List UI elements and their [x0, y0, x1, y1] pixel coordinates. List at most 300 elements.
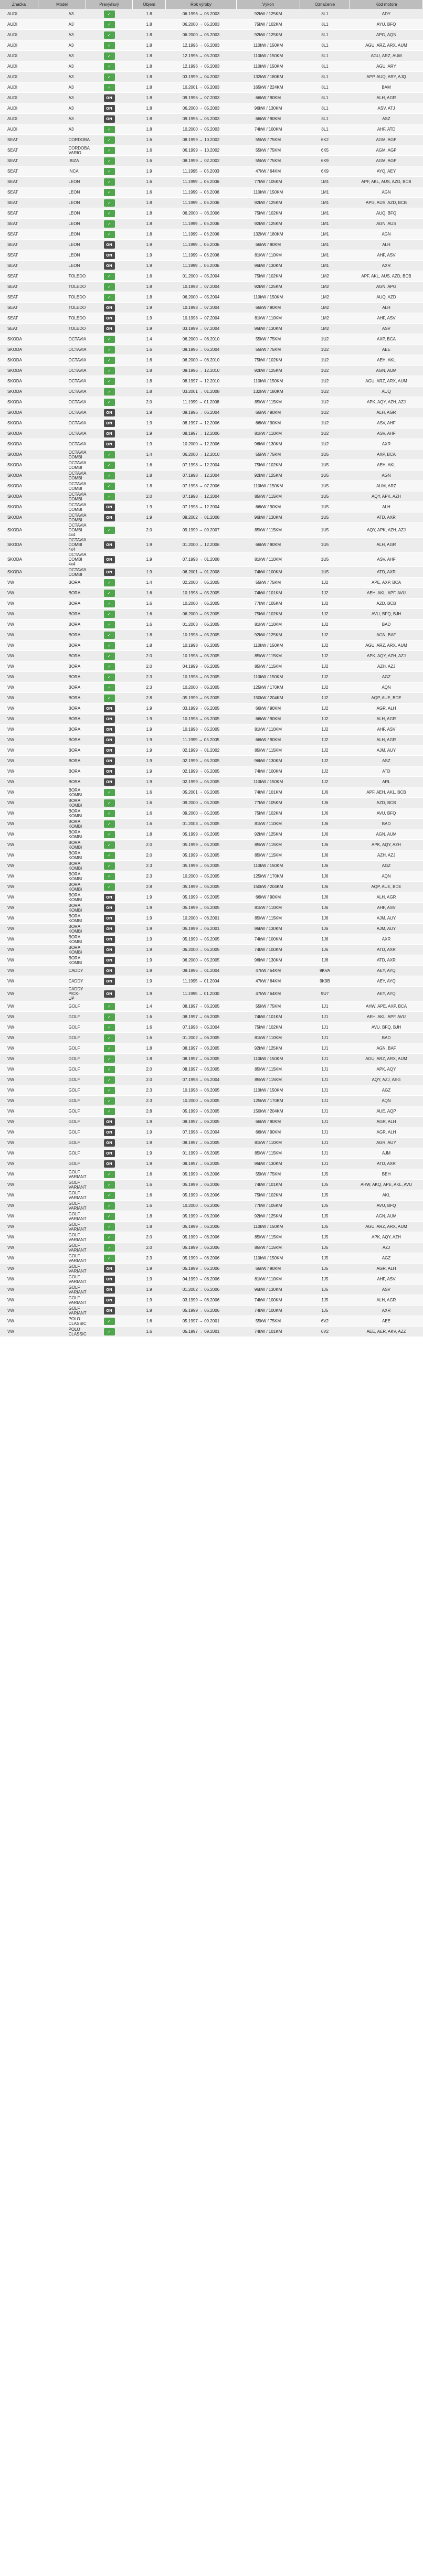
engine-code-cell: AGR, ALH — [350, 703, 423, 714]
designation-cell: 1J1 — [300, 1001, 350, 1012]
engine-code-cell: AUE, AQP — [350, 1106, 423, 1117]
brand-cell: SKODA — [0, 538, 38, 552]
table-row — [0, 913, 423, 924]
capacity-cell: 1.8 — [133, 219, 166, 229]
green-check-icon: ✓ — [104, 1171, 115, 1178]
power-cell: 74kW / 100KM — [237, 934, 300, 945]
power-cell: 55kW / 75KM — [237, 1316, 300, 1327]
designation-cell: 1J5 — [300, 1222, 350, 1232]
green-check-icon: ✓ — [104, 378, 115, 385]
steering-cell — [86, 552, 133, 567]
brand-cell: VW — [0, 1201, 38, 1211]
power-cell: 85kW / 115KM — [237, 1075, 300, 1085]
power-cell: 92kW / 125KM — [237, 1043, 300, 1054]
power-cell: 66kW / 90KM — [237, 735, 300, 745]
years-cell: 08.1997 → 12.2010 — [166, 376, 237, 387]
table-row — [0, 1127, 423, 1138]
engine-code-cell: AUM, ARZ — [350, 481, 423, 491]
power-cell: 85kW / 115KM — [237, 661, 300, 672]
capacity-cell: 1.9 — [133, 745, 166, 756]
engine-code-cell: AGN, BAF — [350, 630, 423, 640]
designation-cell: 1U5 — [300, 460, 350, 471]
brand-cell: SEAT — [0, 166, 38, 177]
brand-cell: VW — [0, 1159, 38, 1169]
model-cell: GOLF VARIANT — [38, 1295, 86, 1306]
engine-code-cell: AJM, AUY — [350, 745, 423, 756]
years-cell: 05.1999 → 06.2006 — [166, 1190, 237, 1201]
capacity-cell: 2.0 — [133, 661, 166, 672]
table-row — [0, 523, 423, 538]
years-cell: 02.1999 → 05.2005 — [166, 766, 237, 777]
dark-badge-icon: ON — [104, 705, 115, 712]
steering-cell — [86, 1253, 133, 1264]
power-cell: 55kW / 75KM — [237, 578, 300, 588]
brand-cell: SEAT — [0, 219, 38, 229]
model-cell: GOLF VARIANT — [38, 1285, 86, 1295]
table-row — [0, 934, 423, 945]
model-cell: GOLF — [38, 1106, 86, 1117]
designation-cell: 1U5 — [300, 552, 350, 567]
table-row — [0, 72, 423, 82]
steering-cell — [86, 51, 133, 61]
capacity-cell: 1.8 — [133, 481, 166, 491]
steering-cell — [86, 724, 133, 735]
capacity-cell: 2.0 — [133, 850, 166, 861]
years-cell: 05.1999 → 05.2005 — [166, 829, 237, 840]
header-steering: Pravý/ľavý — [86, 0, 133, 9]
model-cell: BORA KOMBI — [38, 934, 86, 945]
engine-code-cell: ASV — [350, 1285, 423, 1295]
capacity-cell: 1.4 — [133, 450, 166, 460]
brand-cell: SEAT — [0, 261, 38, 271]
power-cell: 81kW / 110KM — [237, 903, 300, 913]
dark-badge-icon: ON — [104, 1160, 115, 1168]
designation-cell: 1J2 — [300, 598, 350, 609]
steering-cell — [86, 1190, 133, 1201]
capacity-cell: 1.6 — [133, 271, 166, 282]
designation-cell: 1J2 — [300, 735, 350, 745]
years-cell: 10.1998 → 06.2005 — [166, 1085, 237, 1096]
engine-code-cell: AGU, ARZ, ARX, AUM — [350, 640, 423, 651]
capacity-cell: 1.9 — [133, 324, 166, 334]
model-cell: BORA KOMBI — [38, 819, 86, 829]
engine-code-cell: ALH, AGR — [350, 735, 423, 745]
header-engine-code: Kód motora — [350, 0, 423, 9]
model-cell: TOLEDO — [38, 271, 86, 282]
brand-cell: SEAT — [0, 282, 38, 292]
model-cell: GOLF — [38, 1001, 86, 1012]
capacity-cell: 1.6 — [133, 187, 166, 198]
engine-code-cell: AVU, BFQ — [350, 1201, 423, 1211]
capacity-cell: 1.9 — [133, 567, 166, 578]
power-cell: 77kW / 105KM — [237, 1201, 300, 1211]
steering-cell — [86, 345, 133, 355]
table-row — [0, 177, 423, 187]
steering-cell — [86, 19, 133, 30]
designation-cell: 1J2 — [300, 609, 350, 619]
years-cell: 06.2000 → 05.2005 — [166, 609, 237, 619]
header-brand: Značka — [0, 0, 38, 9]
power-cell: 150kW / 204KM — [237, 1106, 300, 1117]
green-check-icon: ✓ — [104, 1076, 115, 1084]
power-cell: 110kW / 150KM — [237, 481, 300, 491]
power-cell: 55kW / 75KM — [237, 135, 300, 145]
model-cell: OCTAVIA COMBI 4x4 — [38, 523, 86, 538]
brand-cell: VW — [0, 598, 38, 609]
designation-cell: 1J2 — [300, 588, 350, 598]
years-cell: 05.1999 → 05.2005 — [166, 892, 237, 903]
steering-cell — [86, 808, 133, 819]
engine-code-cell: AXP, BCA — [350, 334, 423, 345]
dark-badge-icon: ON — [104, 420, 115, 427]
model-cell: LEON — [38, 208, 86, 219]
green-check-icon: ✓ — [104, 1318, 115, 1325]
capacity-cell: 2.0 — [133, 523, 166, 538]
engine-code-cell: AHF, ASV — [350, 313, 423, 324]
designation-cell: 1U5 — [300, 567, 350, 578]
designation-cell: 1J1 — [300, 1127, 350, 1138]
designation-cell: 1J6 — [300, 871, 350, 882]
table-body — [0, 9, 423, 1337]
table-row — [0, 313, 423, 324]
table-row — [0, 724, 423, 735]
engine-code-cell: AZD, BCB — [350, 598, 423, 609]
table-row — [0, 630, 423, 640]
designation-cell: 1J6 — [300, 819, 350, 829]
brand-cell: VW — [0, 630, 38, 640]
model-cell: GOLF VARIANT — [38, 1222, 86, 1232]
table-row — [0, 538, 423, 552]
power-cell: 110kW / 150KM — [237, 1054, 300, 1064]
brand-cell: SEAT — [0, 292, 38, 303]
years-cell: 08.1997 → 12.2006 — [166, 429, 237, 439]
power-cell: 110kW / 150KM — [237, 1253, 300, 1264]
steering-cell — [86, 1148, 133, 1159]
brand-cell: SKODA — [0, 418, 38, 429]
green-check-icon: ✓ — [104, 1066, 115, 1073]
engine-code-cell: AGU, ARZ, AUM — [350, 51, 423, 61]
capacity-cell: 1.8 — [133, 40, 166, 51]
brand-cell: VW — [0, 1064, 38, 1075]
model-cell: OCTAVIA — [38, 439, 86, 450]
years-cell: 01.2003 → 05.2005 — [166, 819, 237, 829]
power-cell: 75kW / 102KM — [237, 355, 300, 366]
steering-cell — [86, 819, 133, 829]
power-cell: 92kW / 125KM — [237, 471, 300, 481]
years-cell: 01.2000 → 05.2004 — [166, 271, 237, 282]
engine-code-cell: AYQ, AEY — [350, 166, 423, 177]
dark-badge-icon: ON — [104, 990, 115, 998]
years-cell: 10.2000 → 05.2005 — [166, 871, 237, 882]
capacity-cell: 1.6 — [133, 1012, 166, 1022]
years-cell: 10.1998 → 05.2005 — [166, 724, 237, 735]
table-row — [0, 955, 423, 966]
capacity-cell: 1.9 — [133, 1159, 166, 1169]
brand-cell: SEAT — [0, 208, 38, 219]
green-check-icon: ✓ — [104, 462, 115, 469]
designation-cell: 8L1 — [300, 19, 350, 30]
table-row — [0, 756, 423, 766]
years-cell: 10.2000 → 06.2006 — [166, 1201, 237, 1211]
years-cell: 05.1999 → 05.2005 — [166, 840, 237, 850]
power-cell: 74kW / 100KM — [237, 567, 300, 578]
dark-badge-icon: ON — [104, 252, 115, 259]
years-cell: 06.2000 → 05.2005 — [166, 955, 237, 966]
green-check-icon: ✓ — [104, 1087, 115, 1094]
designation-cell: 1U5 — [300, 512, 350, 523]
years-cell: 11.1999 → 05.2005 — [166, 735, 237, 745]
years-cell: 06.2000 → 05.2005 — [166, 945, 237, 955]
engine-code-cell: AGM, AGP — [350, 135, 423, 145]
engine-code-cell: AGN — [350, 471, 423, 481]
green-check-icon: ✓ — [104, 674, 115, 681]
model-cell: GOLF — [38, 1085, 86, 1096]
green-check-icon: ✓ — [104, 883, 115, 891]
engine-code-cell: AEY, AYQ — [350, 987, 423, 1001]
brand-cell: VW — [0, 829, 38, 840]
designation-cell: 1M1 — [300, 198, 350, 208]
steering-cell — [86, 1106, 133, 1117]
engine-code-cell: BAD — [350, 819, 423, 829]
years-cell: 11.1995 → 01.2000 — [166, 987, 237, 1001]
steering-cell — [86, 240, 133, 250]
model-cell: BORA KOMBI — [38, 861, 86, 871]
dark-badge-icon: ON — [104, 1286, 115, 1294]
table-row — [0, 882, 423, 892]
brand-cell: VW — [0, 619, 38, 630]
capacity-cell: 1.6 — [133, 787, 166, 798]
designation-cell: 1J1 — [300, 1064, 350, 1075]
power-cell: 96kW / 130KM — [237, 1285, 300, 1295]
designation-cell: 1J2 — [300, 703, 350, 714]
designation-cell: 1J2 — [300, 745, 350, 756]
power-cell: 81kW / 110KM — [237, 313, 300, 324]
green-check-icon: ✓ — [104, 1223, 115, 1231]
steering-cell — [86, 114, 133, 124]
brand-cell: SKODA — [0, 512, 38, 523]
steering-cell — [86, 1295, 133, 1306]
engine-code-cell: AUQ — [350, 387, 423, 397]
designation-cell: 1J1 — [300, 1054, 350, 1064]
designation-cell: 1U2 — [300, 345, 350, 355]
designation-cell: 8L1 — [300, 124, 350, 135]
table-row — [0, 1159, 423, 1169]
capacity-cell: 1.6 — [133, 1327, 166, 1337]
power-cell: 110kW / 150KM — [237, 640, 300, 651]
capacity-cell: 1.6 — [133, 1022, 166, 1033]
designation-cell: 1U2 — [300, 366, 350, 376]
model-cell: OCTAVIA — [38, 397, 86, 408]
table-row — [0, 924, 423, 934]
model-cell: A3 — [38, 114, 86, 124]
years-cell: 10.2000 → 05.2003 — [166, 124, 237, 135]
model-cell: BORA — [38, 703, 86, 714]
model-cell: BORA — [38, 724, 86, 735]
brand-cell: VW — [0, 714, 38, 724]
years-cell: 08.1997 → 06.2005 — [166, 1064, 237, 1075]
steering-cell — [86, 1211, 133, 1222]
brand-cell: VW — [0, 735, 38, 745]
designation-cell: 1J1 — [300, 1096, 350, 1106]
power-cell: 75kW / 102KM — [237, 609, 300, 619]
table-row — [0, 1085, 423, 1096]
brand-cell: VW — [0, 703, 38, 714]
power-cell: 85kW / 115KM — [237, 491, 300, 502]
model-cell: BORA — [38, 651, 86, 661]
green-check-icon: ✓ — [104, 1202, 115, 1210]
years-cell: 12.1996 → 05.2003 — [166, 61, 237, 72]
brand-cell: SEAT — [0, 271, 38, 282]
model-cell: INCA — [38, 166, 86, 177]
power-cell: 47kW / 64KM — [237, 976, 300, 987]
model-cell: GOLF VARIANT — [38, 1180, 86, 1190]
designation-cell: 1J1 — [300, 1117, 350, 1127]
table-row — [0, 1001, 423, 1012]
capacity-cell: 1.8 — [133, 124, 166, 135]
capacity-cell: 1.8 — [133, 630, 166, 640]
capacity-cell: 1.8 — [133, 366, 166, 376]
steering-cell — [86, 934, 133, 945]
model-cell: OCTAVIA — [38, 334, 86, 345]
steering-cell — [86, 1180, 133, 1190]
engine-code-cell: AJM — [350, 1148, 423, 1159]
brand-cell: SKODA — [0, 471, 38, 481]
steering-cell — [86, 987, 133, 1001]
green-check-icon: ✓ — [104, 810, 115, 817]
model-cell: BORA KOMBI — [38, 924, 86, 934]
capacity-cell: 1.6 — [133, 798, 166, 808]
designation-cell: 1J5 — [300, 1211, 350, 1222]
brand-cell: AUDI — [0, 114, 38, 124]
engine-code-cell: AGZ — [350, 672, 423, 682]
steering-cell — [86, 861, 133, 871]
capacity-cell: 1.9 — [133, 1138, 166, 1148]
brand-cell: VW — [0, 1190, 38, 1201]
power-cell: 85kW / 115KM — [237, 1148, 300, 1159]
engine-code-cell: ATD, AXR — [350, 567, 423, 578]
designation-cell: 1J5 — [300, 1295, 350, 1306]
brand-cell: VW — [0, 766, 38, 777]
engine-code-cell: AQY, AZJ, AEG — [350, 1075, 423, 1085]
model-cell: OCTAVIA — [38, 418, 86, 429]
brand-cell: VW — [0, 1012, 38, 1022]
brand-cell: VW — [0, 1022, 38, 1033]
capacity-cell: 1.8 — [133, 114, 166, 124]
capacity-cell: 1.6 — [133, 1033, 166, 1043]
brand-cell: SEAT — [0, 324, 38, 334]
green-check-icon: ✓ — [104, 1255, 115, 1262]
dark-badge-icon: ON — [104, 514, 115, 521]
table-row — [0, 1012, 423, 1022]
brand-cell: VW — [0, 976, 38, 987]
power-cell: 110kW / 150KM — [237, 51, 300, 61]
model-cell: CORDOBA — [38, 135, 86, 145]
table-row — [0, 376, 423, 387]
engine-code-cell: AGN — [350, 187, 423, 198]
green-check-icon: ✓ — [104, 579, 115, 586]
capacity-cell: 2.3 — [133, 1096, 166, 1106]
dark-badge-icon: ON — [104, 978, 115, 985]
table-row — [0, 1117, 423, 1127]
years-cell: 06.2000 → 05.2004 — [166, 292, 237, 303]
designation-cell: 1J2 — [300, 756, 350, 766]
steering-cell — [86, 829, 133, 840]
designation-cell: 1J1 — [300, 1043, 350, 1054]
power-cell: 92kW / 125KM — [237, 219, 300, 229]
years-cell: 12.1996 → 05.2003 — [166, 51, 237, 61]
green-check-icon: ✓ — [104, 841, 115, 849]
designation-cell: 1J6 — [300, 945, 350, 955]
designation-cell: 6K9 — [300, 166, 350, 177]
power-cell: 55kW / 75KM — [237, 1169, 300, 1180]
steering-cell — [86, 156, 133, 166]
designation-cell: 9K9B — [300, 976, 350, 987]
power-cell: 96kW / 130KM — [237, 1159, 300, 1169]
power-cell: 96kW / 130KM — [237, 324, 300, 334]
dark-badge-icon: ON — [104, 241, 115, 249]
designation-cell: 1J5 — [300, 1285, 350, 1295]
years-cell: 11.1999 → 06.2006 — [166, 229, 237, 240]
steering-cell — [86, 766, 133, 777]
power-cell: 96kW / 130KM — [237, 512, 300, 523]
years-cell: 06.1999 → 10.2002 — [166, 145, 237, 156]
table-row — [0, 714, 423, 724]
table-row — [0, 661, 423, 672]
power-cell: 55kW / 75KM — [237, 156, 300, 166]
engine-code-cell: AVU, BFQ, BJH — [350, 609, 423, 619]
years-cell: 11.1999 → 06.2006 — [166, 250, 237, 261]
years-cell: 05.1999 → 05.2005 — [166, 693, 237, 703]
engine-code-cell: ALH, AGR — [350, 714, 423, 724]
brand-cell: VW — [0, 1274, 38, 1285]
steering-cell — [86, 387, 133, 397]
engine-code-cell: AHF, ATD — [350, 124, 423, 135]
engine-code-cell: APK, AQY, AZH — [350, 840, 423, 850]
capacity-cell: 1.8 — [133, 19, 166, 30]
years-cell: 11.1999 → 06.2006 — [166, 240, 237, 250]
green-check-icon: ✓ — [104, 799, 115, 807]
steering-cell — [86, 1117, 133, 1127]
engine-code-cell: AHW, APE, AXP, BCA — [350, 1001, 423, 1012]
green-check-icon: ✓ — [104, 220, 115, 228]
dark-badge-icon: ON — [104, 105, 115, 112]
engine-code-cell: AVU, BFQ — [350, 808, 423, 819]
steering-cell — [86, 735, 133, 745]
capacity-cell: 1.8 — [133, 103, 166, 114]
table-row — [0, 798, 423, 808]
steering-cell — [86, 512, 133, 523]
power-cell: 132kW / 180KM — [237, 387, 300, 397]
steering-cell — [86, 1033, 133, 1043]
capacity-cell: 1.9 — [133, 439, 166, 450]
dark-badge-icon: ON — [104, 541, 115, 549]
engine-code-cell: AVU, BFQ, BJH — [350, 1022, 423, 1033]
steering-cell — [86, 219, 133, 229]
capacity-cell: 1.8 — [133, 61, 166, 72]
engine-code-cell: AZD, BCB — [350, 798, 423, 808]
table-row — [0, 1232, 423, 1243]
dark-badge-icon: ON — [104, 757, 115, 765]
years-cell: 07.1998 → 05.2004 — [166, 1075, 237, 1085]
years-cell: 08.1999 → 02.2002 — [166, 156, 237, 166]
power-cell: 85kW / 115KM — [237, 840, 300, 850]
capacity-cell: 2.0 — [133, 1075, 166, 1085]
designation-cell: 1J6 — [300, 903, 350, 913]
model-cell: BORA — [38, 766, 86, 777]
power-cell: 55kW / 75KM — [237, 345, 300, 355]
model-cell: TOLEDO — [38, 292, 86, 303]
capacity-cell: 1.9 — [133, 502, 166, 512]
